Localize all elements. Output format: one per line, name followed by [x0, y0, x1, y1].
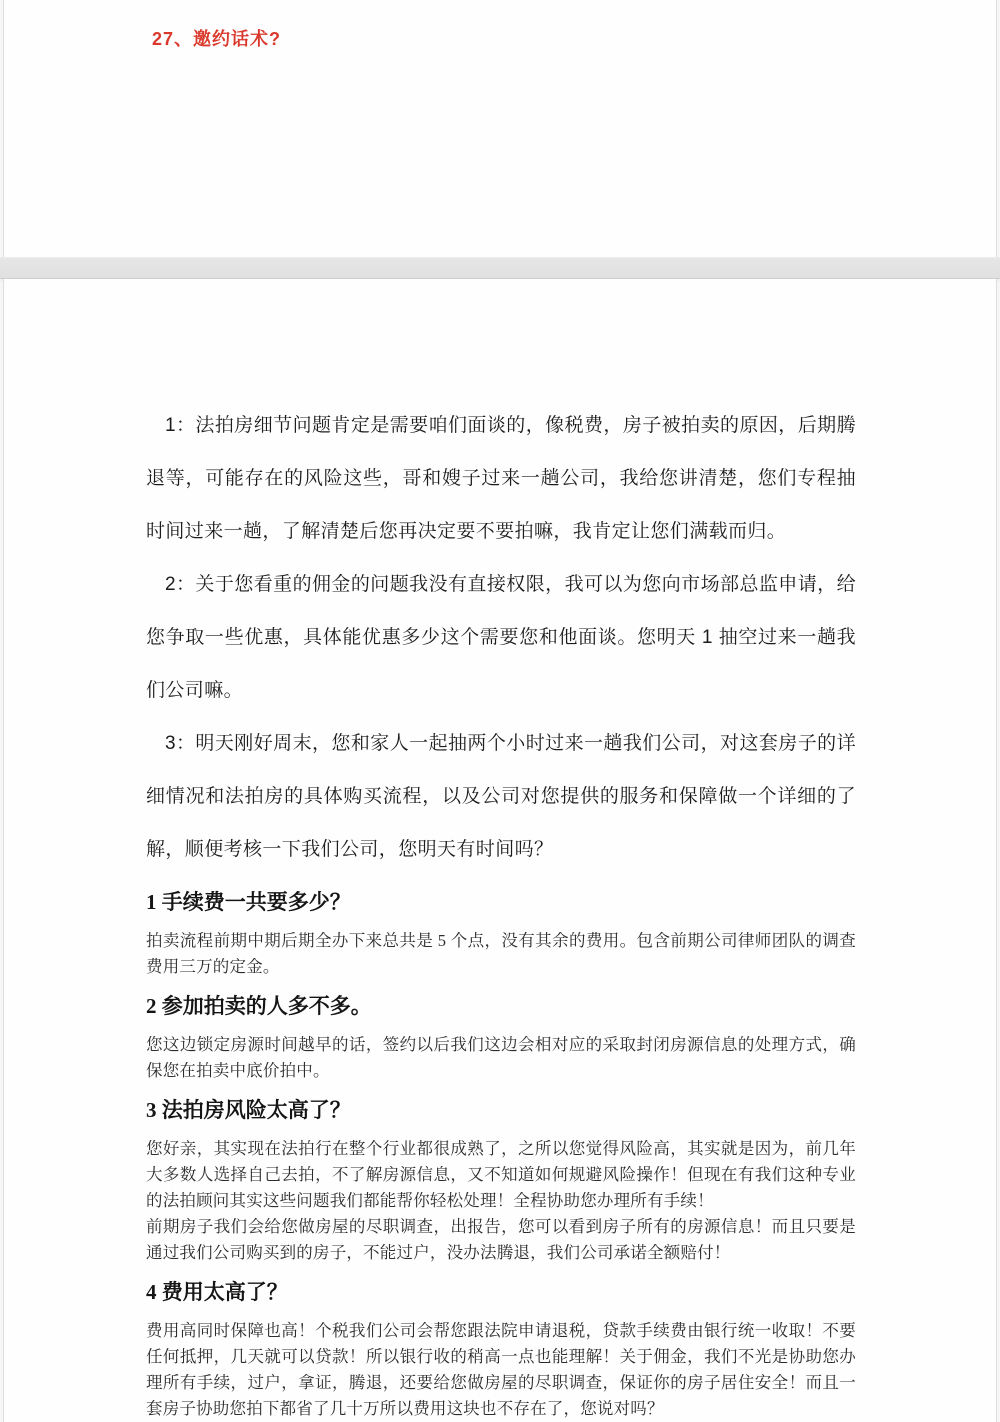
script-paragraph-2: 2：关于您看重的佣金的问题我没有直接权限，我可以为您向市场部总监申请，给您争取一些优惠，具体能优惠多少这个需要您和他面谈。您明天 1 抽空过来一趟我们公司嘛。	[146, 574, 856, 701]
section-heading-bidders: 2 参加拍卖的人多不多。	[146, 994, 372, 1018]
page-2	[3, 279, 997, 1422]
section-body-risk-1: 您好亲，其实现在法拍行在整个行业都很成熟了，之所以您觉得风险高，其实就是因为，前几年大多数人选择自己去拍，不了解房源信息，又不知道如何规避风险操作！但现在有我们这种专业的法拍顾问其实这些问题我们都能帮你轻松处理！全程协助您办理所有手续！	[146, 1139, 856, 1210]
script-paragraph-3: 3：明天刚好周末，您和家人一起抽两个小时过来一趟我们公司，对这套房子的详细情况和法拍房的具体购买流程，以及公司对您提供的服务和保障做一个详细的了解，顺便考核一下我们公司，您明天有时间吗？	[146, 733, 856, 860]
section-heading-cost: 4 费用太高了？	[146, 1280, 288, 1304]
page-1	[3, 0, 997, 257]
page-separator	[0, 257, 1000, 279]
section-heading-risk: 3 法拍房风险太高了？	[146, 1098, 351, 1122]
section-body-fees: 拍卖流程前期中期后期全办下来总共是 5 个点，没有其余的费用。包含前期公司律师团队的调查费用三万的定金。	[146, 931, 856, 976]
section-body-cost: 费用高同时保障也高！个税我们公司会帮您跟法院申请退税，贷款手续费由银行统一收取！不要任何抵押，几天就可以贷款！所以银行收的稍高一点也能理解！关于佣金，我们不光是协助您办理所有手续，过户，拿证，腾退，还要给您做房屋的尽职调查，保证你的房子居住安全！而且一套房子协助您拍下都省了几十万所以费用这块也不存在了，您说对吗？	[146, 1321, 856, 1418]
question-heading: 27、邀约话术?	[152, 29, 282, 49]
script-paragraph-1: 1：法拍房细节问题肯定是需要咱们面谈的，像税费，房子被拍卖的原因，后期腾退等，可能存在的风险这些，哥和嫂子过来一趟公司，我给您讲清楚，您们专程抽时间过来一趟，了解清楚后您再决定要不要拍嘛，我肯定让您们满载而归。	[146, 415, 856, 542]
section-heading-fees: 1 手续费一共要多少？	[146, 890, 351, 914]
section-body-risk-2: 前期房子我们会给您做房屋的尽职调查，出报告，您可以看到房子所有的房源信息！而且只要是通过我们公司购买到的房子，不能过户，没办法腾退，我们公司承诺全额赔付！	[146, 1217, 856, 1262]
section-body-bidders: 您这边锁定房源时间越早的话，签约以后我们这边会相对应的采取封闭房源信息的处理方式，确保您在拍卖中底价拍中。	[146, 1035, 856, 1080]
